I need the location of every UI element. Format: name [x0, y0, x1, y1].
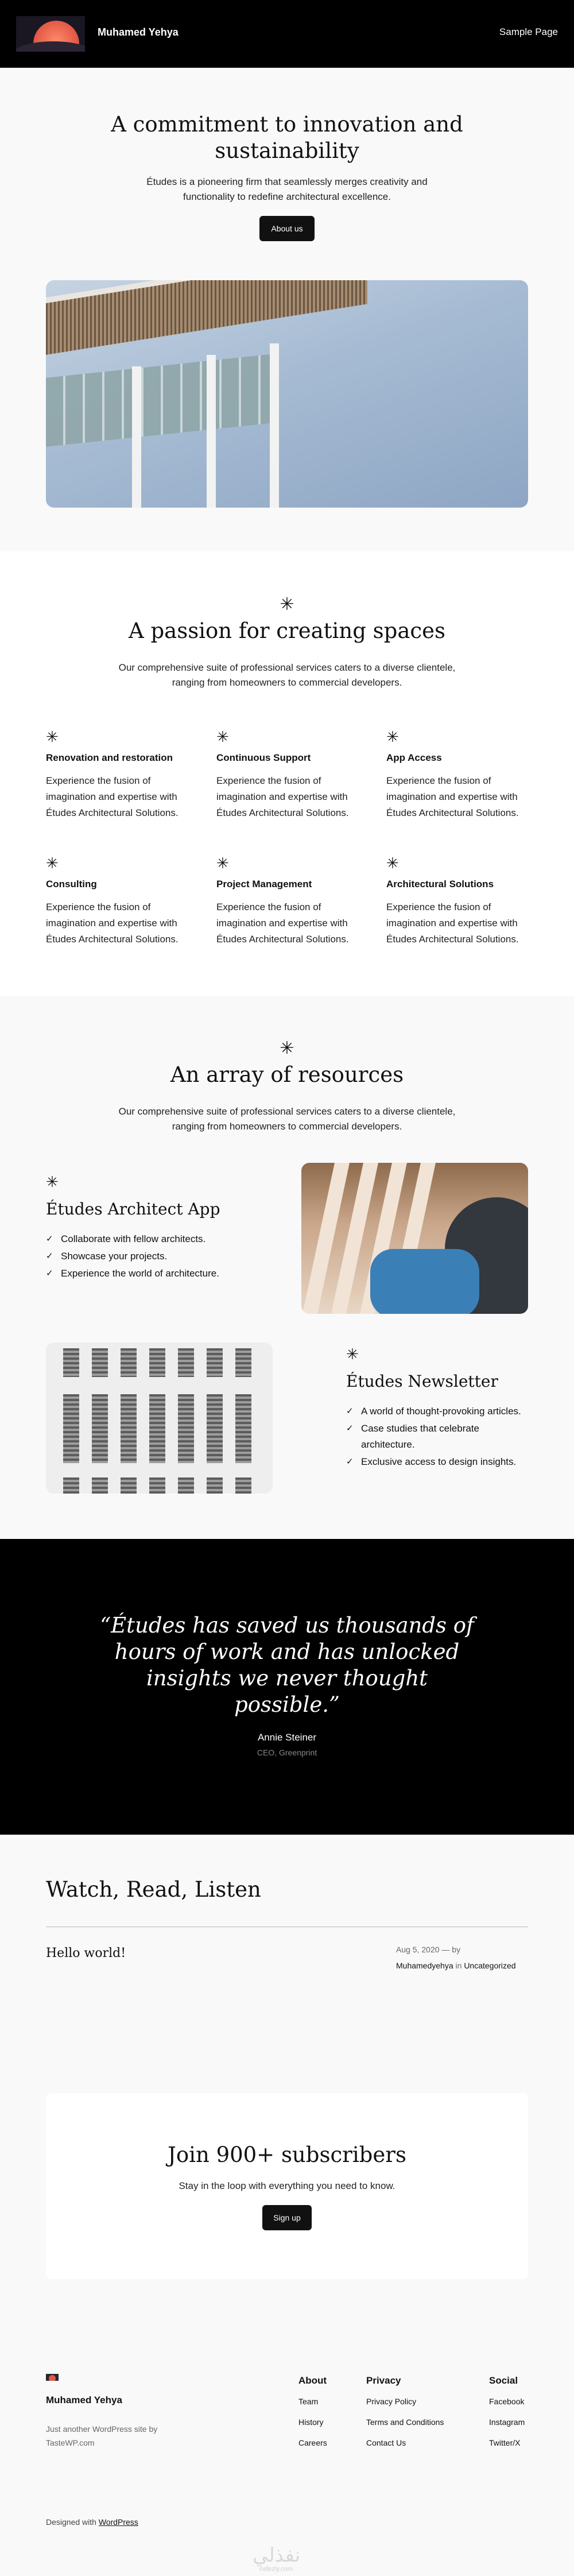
services-text: Our comprehensive suite of professional services caters to a diverse clientele, ranging from homeowners to commercial developers.	[118, 662, 456, 688]
footer-column-privacy	[366, 2375, 444, 2459]
window-shape	[178, 1394, 194, 1463]
newsletter-block	[346, 1347, 530, 1471]
window-shape	[235, 1477, 251, 1494]
asterisk-icon: ✳	[280, 595, 294, 614]
footer-link-team[interactable]: Team	[298, 2397, 319, 2406]
hero-building-image	[46, 280, 528, 508]
app-title: Études Architect App	[46, 1200, 220, 1219]
wordpress-link[interactable]: WordPress	[98, 2517, 138, 2527]
window-shape	[92, 1477, 108, 1494]
post-title-link[interactable]: Hello world!	[46, 1946, 126, 1960]
logo-hill-shape	[16, 41, 85, 52]
newsletter-title: Études Newsletter	[346, 1372, 498, 1391]
asterisk-icon: ✳	[46, 728, 59, 745]
arm-shape	[370, 1249, 479, 1314]
window-shape	[121, 1394, 137, 1463]
footer-column-social	[489, 2375, 525, 2459]
footer-column-heading: Privacy	[366, 2375, 401, 2386]
footer-link-careers[interactable]: Careers	[298, 2438, 327, 2447]
window-shape	[63, 1348, 79, 1377]
asterisk-icon: ✳	[46, 854, 59, 872]
service-title: App Access	[386, 752, 442, 763]
window-shape	[207, 1477, 223, 1494]
hero-section	[0, 68, 574, 551]
newsletter-feature-list	[346, 1403, 530, 1470]
testimonial-quote: “Études has saved us thousands of hours of work and has unlocked insights we never thought possible.”	[100, 1613, 474, 1717]
footer-link-facebook[interactable]: Facebook	[489, 2397, 525, 2406]
app-feature-list	[46, 1231, 264, 1282]
window-shape	[121, 1477, 137, 1494]
hero-title: A commitment to innovation and sustainability	[111, 112, 463, 163]
footer-credit	[46, 2517, 138, 2527]
footer-credit-label: Designed with	[46, 2517, 96, 2527]
phone-photo-image	[301, 1163, 528, 1314]
site-footer	[0, 2326, 574, 2576]
window-shape	[178, 1477, 194, 1494]
testimonial-author: Annie Steiner	[257, 1732, 317, 1743]
footer-link-twitter[interactable]: Twitter/X	[489, 2438, 521, 2447]
service-item	[46, 729, 195, 821]
window-shape	[235, 1348, 251, 1377]
footer-link-privacy-policy[interactable]: Privacy Policy	[366, 2397, 417, 2406]
resources-section	[0, 996, 574, 1539]
asterisk-icon: ✳	[216, 854, 229, 872]
service-item	[386, 856, 536, 947]
glass-facade-shape	[46, 354, 276, 447]
service-title: Continuous Support	[216, 752, 311, 763]
posts-section	[0, 1835, 574, 2093]
footer-site-title[interactable]: Muhamed Yehya	[46, 2395, 122, 2405]
footer-logo[interactable]	[46, 2374, 59, 2381]
window-shape	[235, 1394, 251, 1463]
facade-image	[46, 1343, 273, 1494]
footer-description: Just another WordPress site by TasteWP.com	[46, 2424, 158, 2447]
window-shape	[207, 1394, 223, 1463]
post-date[interactable]: Aug 5, 2020	[396, 1945, 440, 1954]
service-text: Experience the fusion of imagination and expertise with Études Architectural Solutions.	[216, 775, 349, 818]
service-item	[386, 729, 536, 821]
window-shape	[149, 1348, 165, 1377]
service-title: Architectural Solutions	[386, 879, 494, 889]
asterisk-icon: ✳	[280, 1039, 294, 1058]
window-shape	[207, 1348, 223, 1377]
service-text: Experience the fusion of imagination and expertise with Études Architectural Solutions.	[46, 902, 179, 945]
window-shape	[149, 1394, 165, 1463]
asterisk-icon: ✳	[346, 1345, 359, 1363]
window-shape	[149, 1477, 165, 1494]
window-shape	[92, 1348, 108, 1377]
footer-link-history[interactable]: History	[298, 2418, 324, 2427]
service-item	[216, 856, 366, 947]
window-shape	[178, 1348, 194, 1377]
service-title: Renovation and restoration	[46, 752, 173, 763]
check-list-item: ✓ Collaborate with fellow architects.	[46, 1231, 264, 1247]
post-meta	[396, 1941, 528, 1974]
watermark-logo: نفذلي	[253, 2544, 301, 2566]
service-item	[216, 729, 366, 821]
asterisk-icon: ✳	[386, 854, 399, 872]
service-title: Project Management	[216, 879, 312, 889]
testimonial-role: CEO, Greenprint	[257, 1748, 317, 1757]
column-shape	[132, 366, 141, 508]
app-block	[46, 1174, 264, 1283]
subscribe-title: Join 900+ subscribers	[168, 2142, 406, 2167]
column-shape	[207, 355, 216, 508]
service-text: Experience the fusion of imagination and expertise with Études Architectural Solutions.	[46, 775, 179, 818]
window-shape	[92, 1394, 108, 1463]
services-section	[0, 551, 574, 996]
watermark-text: nafezly.com	[259, 2566, 293, 2573]
check-list-item: ✓ A world of thought-provoking articles.	[346, 1403, 530, 1419]
footer-link-instagram[interactable]: Instagram	[489, 2418, 525, 2427]
site-header	[0, 0, 574, 68]
asterisk-icon: ✳	[386, 728, 399, 745]
posts-title: Watch, Read, Listen	[46, 1877, 261, 1902]
column-shape	[270, 343, 279, 508]
post-author-link[interactable]: Muhamedyehya	[396, 1961, 453, 1970]
testimonial-section	[0, 1539, 574, 1835]
service-text: Experience the fusion of imagination and expertise with Études Architectural Solutions.	[386, 902, 519, 945]
footer-column-about	[298, 2375, 327, 2459]
footer-column-heading: About	[298, 2375, 327, 2386]
service-text: Experience the fusion of imagination and expertise with Études Architectural Solutions.	[386, 775, 519, 818]
site-title[interactable]: Muhamed Yehya	[98, 26, 179, 38]
nav-link-sample-page[interactable]: Sample Page	[499, 26, 558, 37]
window-shape	[121, 1348, 137, 1377]
service-title: Consulting	[46, 879, 97, 889]
service-item	[46, 856, 195, 947]
services-title: A passion for creating spaces	[128, 618, 445, 643]
subscribe-card	[46, 2093, 528, 2279]
footer-link-terms[interactable]: Terms and Conditions	[366, 2418, 444, 2427]
post-by-label: — by	[441, 1945, 461, 1954]
check-list-item: ✓ Case studies that celebrate architecture.	[346, 1421, 530, 1453]
check-list-item: ✓ Showcase your projects.	[46, 1248, 264, 1264]
subscribe-text: Stay in the loop with everything you need to know.	[179, 2180, 395, 2191]
footer-link-contact[interactable]: Contact Us	[366, 2438, 406, 2447]
site-logo[interactable]	[16, 16, 85, 52]
asterisk-icon: ✳	[46, 1173, 59, 1190]
subscribe-section	[0, 2093, 574, 2326]
window-shape	[63, 1477, 79, 1494]
footer-column-heading: Social	[489, 2375, 518, 2386]
asterisk-icon: ✳	[216, 728, 229, 745]
about-us-button[interactable]: About us	[259, 216, 315, 241]
post-category-link[interactable]: Uncategorized	[464, 1961, 516, 1970]
window-shape	[63, 1394, 79, 1463]
check-list-item: ✓ Experience the world of architecture.	[46, 1266, 264, 1282]
post-in-label: in	[455, 1961, 462, 1970]
resources-title: An array of resources	[170, 1062, 404, 1087]
sign-up-button[interactable]: Sign up	[262, 2205, 312, 2230]
hero-text: Études is a pioneering firm that seamlessly merges creativity and functionality to redefine architectural excellence.	[146, 176, 428, 202]
service-text: Experience the fusion of imagination and expertise with Études Architectural Solutions.	[216, 902, 349, 945]
check-list-item: ✓ Exclusive access to design insights.	[346, 1454, 530, 1470]
resources-text: Our comprehensive suite of professional services caters to a diverse clientele, ranging from homeowners to commercial developers.	[118, 1106, 456, 1132]
